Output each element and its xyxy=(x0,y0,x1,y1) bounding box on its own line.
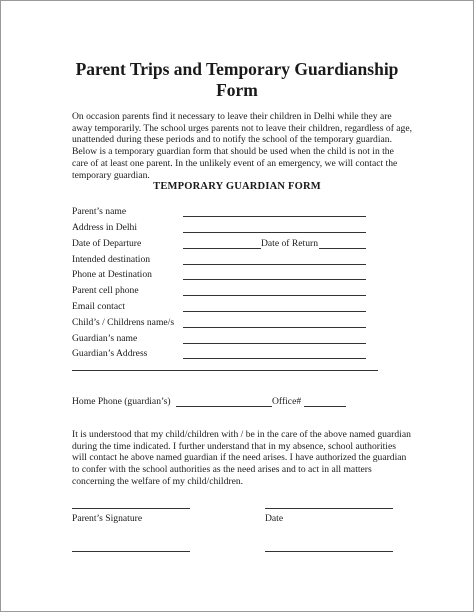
parent-signature-blank[interactable] xyxy=(72,508,190,509)
form-heading: TEMPORARY GUARDIAN FORM xyxy=(153,181,321,192)
parents-name-blank[interactable] xyxy=(183,216,366,217)
destination-blank[interactable] xyxy=(183,264,366,265)
field-home-phone xyxy=(72,396,412,410)
cell-phone-blank[interactable] xyxy=(183,295,366,296)
title-line-2: Form xyxy=(216,80,258,100)
field-label: Intended destination xyxy=(72,254,151,265)
field-phone-destination xyxy=(72,269,372,283)
field-label: Guardian’s name xyxy=(72,333,138,344)
field-address xyxy=(72,222,372,236)
field-label: Parent’s name xyxy=(72,206,127,217)
title-line-1: Parent Trips and Temporary Guardianship xyxy=(75,59,399,79)
field-label: Email contact xyxy=(72,301,126,312)
field-guardian-name xyxy=(72,333,372,347)
office-phone-blank[interactable] xyxy=(304,406,346,407)
field-guardian-address xyxy=(72,348,372,362)
children-names-blank[interactable] xyxy=(183,327,366,328)
home-phone-blank[interactable] xyxy=(176,406,272,407)
guardian-address-blank[interactable] xyxy=(183,358,366,359)
field-label: Guardian’s Address xyxy=(72,348,148,359)
address-blank[interactable] xyxy=(183,232,366,233)
parent-signature-label: Parent’s Signature xyxy=(72,513,143,524)
intro-paragraph: On occasion parents find it necessary to leave their children in Delhi while they are away temporarily. The school urges parents not to leave their children, regardless of age, unattended during these periods and to notify the school of the temporary guardian. Below is a temporary guardian form that should be used when the child is not in the care of at least one parent. In the unlikely event of an emergency, we will contact the temporary guardian. xyxy=(72,111,413,181)
date-blank[interactable] xyxy=(265,508,393,509)
field-label: Phone at Destination xyxy=(72,269,152,280)
date-label: Date xyxy=(265,513,284,524)
field-label: Address in Delhi xyxy=(72,222,138,233)
field-dates xyxy=(72,238,372,252)
field-label: Date of Departure xyxy=(72,238,142,249)
page-title xyxy=(1,59,473,101)
return-date-blank[interactable] xyxy=(319,248,366,249)
departure-date-blank[interactable] xyxy=(183,248,261,249)
field-label: Child’s / Childrens name/s xyxy=(72,317,175,328)
guardian-address-extra-blank[interactable] xyxy=(72,370,378,371)
second-date-blank[interactable] xyxy=(265,551,393,552)
field-destination xyxy=(72,254,372,268)
field-cell-phone xyxy=(72,285,372,299)
email-blank[interactable] xyxy=(183,311,366,312)
return-date-label: Date of Return xyxy=(261,238,319,249)
phone-destination-blank[interactable] xyxy=(183,279,366,280)
home-phone-label: Home Phone (guardian’s) xyxy=(72,396,171,407)
guardian-name-blank[interactable] xyxy=(183,343,366,344)
field-label: Parent cell phone xyxy=(72,285,139,296)
second-signature-blank[interactable] xyxy=(72,551,190,552)
office-label: Office# xyxy=(272,396,302,407)
field-children-names xyxy=(72,317,372,331)
field-email xyxy=(72,301,372,315)
field-parents-name xyxy=(72,206,372,220)
consent-statement: It is understood that my child/children with / be in the care of the above named guardian during the time indicated. I further understand that in my absence, school authorities will contact he above named guardian if the need arises. I have authorized the guardian to confer with the school authorities as the need arises and to act in all matters concerning the welfare of my child/children. xyxy=(72,429,411,487)
